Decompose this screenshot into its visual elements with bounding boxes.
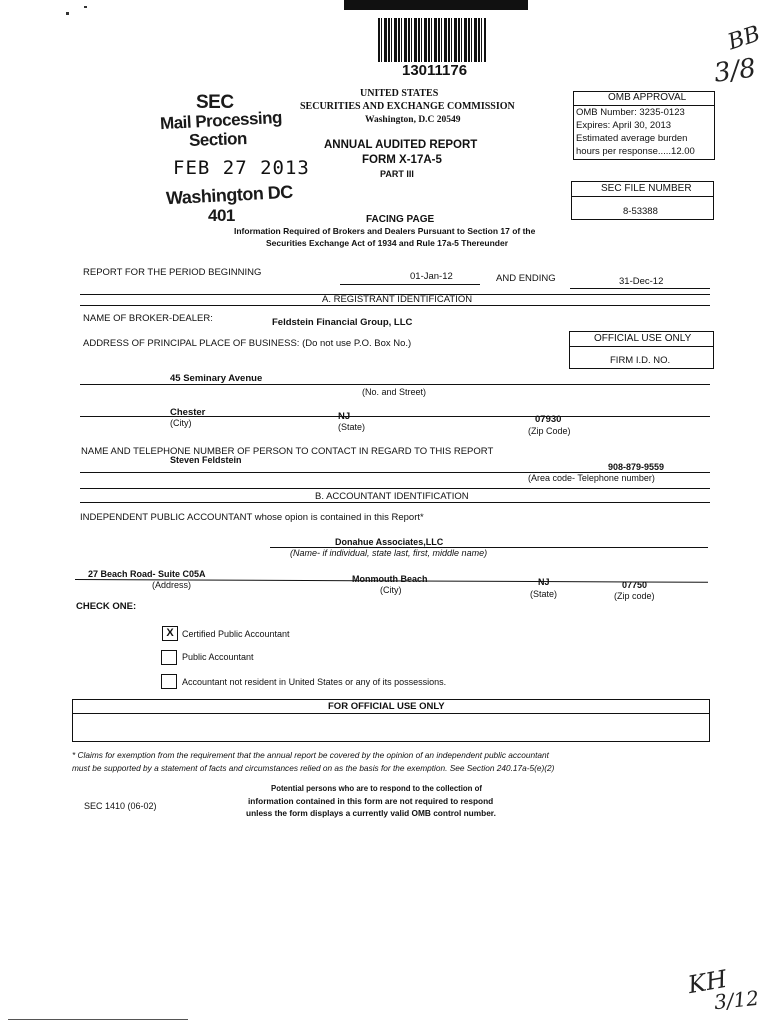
scan-dot	[84, 6, 87, 8]
omb-title: OMB APPROVAL	[608, 92, 687, 103]
stamp-washington: Washington DC	[165, 181, 294, 209]
form-id: SEC 1410 (06-02)	[84, 801, 157, 811]
footnote-line1: * Claims for exemption from the requirement that the annual report be covered by the opinion of an independent public accountant	[72, 750, 549, 760]
scan-mark	[344, 0, 528, 10]
contact-phone: 908-879-9559	[608, 462, 665, 472]
accountant-address-caption: (Address)	[152, 580, 192, 590]
street-caption: (No. and Street)	[362, 387, 427, 397]
facing-line2: Securities Exchange Act of 1934 and Rule 17a-5 Thereunder	[266, 238, 509, 248]
header-line1: UNITED STATES	[360, 88, 439, 99]
handwritten-bottom-date: 3/12	[712, 985, 761, 1015]
omb-number: OMB Number: 3235-0123	[576, 107, 685, 118]
omb-expires: Expires: April 30, 2013	[576, 120, 672, 131]
report-title: ANNUAL AUDITED REPORT	[324, 139, 478, 151]
period-end: 31-Dec-12	[619, 276, 664, 287]
accountant-zip-caption: (Zip code)	[614, 591, 655, 601]
public-accountant-checkbox[interactable]	[161, 650, 177, 665]
omb-burden: Estimated average burden	[576, 133, 688, 144]
sec-file-value: 8-53388	[623, 206, 658, 217]
stamp-section: Section	[188, 128, 248, 151]
street-value: 45 Seminary Avenue	[170, 373, 263, 384]
accountant-state-caption: (State)	[530, 589, 558, 599]
stamp-sec: SEC	[196, 92, 234, 113]
zip-value: 07930	[535, 414, 562, 425]
scan-dot	[66, 12, 69, 15]
stamp-mail-processing: Mail Processing	[159, 107, 283, 134]
accountant-zip-value: 07750	[622, 580, 648, 590]
stamp-number: 401	[208, 206, 235, 225]
period-begin: 01-Jan-12	[410, 271, 453, 282]
accountant-name-caption: (Name- if individual, state last, first, middle name)	[290, 548, 488, 558]
city-caption: (City)	[170, 418, 192, 428]
accountant-label: INDEPENDENT PUBLIC ACCOUNTANT whose opion is contained in this Report*	[80, 512, 424, 523]
broker-value: Feldstein Financial Group, LLC	[272, 317, 413, 328]
certified-public-accountant-checkbox[interactable]: X	[162, 626, 178, 641]
sec-file-title: SEC FILE NUMBER	[601, 183, 692, 194]
official-use-only-label: OFFICIAL USE ONLY	[594, 333, 692, 344]
period-and-ending: AND ENDING	[496, 273, 556, 284]
footnote-line2: must be supported by a statement of facts and circumstances relied on as the basis for the exemption. See Section 240.17a-5(e)(2)	[72, 763, 555, 773]
nonresident-accountant-checkbox[interactable]	[161, 674, 177, 689]
omb-approval-box	[573, 91, 715, 160]
accountant-city-value: Monmouth Beach	[352, 574, 428, 584]
for-official-use-box	[72, 699, 710, 742]
zip-caption: (Zip Code)	[528, 426, 571, 436]
handwritten-bottom-initials: KH	[685, 964, 729, 1000]
public-accountant-label: Public Accountant	[182, 652, 254, 662]
bottom-scan-line	[8, 1019, 188, 1020]
handwritten-date: 3/8	[712, 53, 758, 89]
for-official-use-label: FOR OFFICIAL USE ONLY	[328, 701, 445, 712]
state-value: NJ	[338, 411, 351, 422]
section-b-title: B. ACCOUNTANT IDENTIFICATION	[315, 491, 469, 502]
nonresident-accountant-label: Accountant not resident in United States or any of its possessions.	[182, 677, 447, 687]
certified-public-accountant-label: Certified Public Accountant	[182, 629, 290, 639]
address-label: ADDRESS OF PRINCIPAL PLACE OF BUSINESS: (Do not use P.O. Box No.)	[83, 338, 412, 349]
form-number: FORM X-17A-5	[362, 154, 442, 166]
section-a-title: A. REGISTRANT IDENTIFICATION	[322, 294, 473, 305]
stamp-date: FEB 27 2013	[173, 157, 310, 179]
header-line3: Washington, D.C 20549	[365, 115, 461, 125]
city-value: Chester	[170, 407, 206, 418]
facing-title: FACING PAGE	[366, 214, 435, 225]
accountant-address-value: 27 Beach Road- Suite C05A	[88, 569, 206, 579]
accountant-state-value: NJ	[538, 577, 550, 587]
check-one-label: CHECK ONE:	[76, 601, 137, 612]
contact-name: Steven Feldstein	[170, 455, 242, 465]
barcode	[378, 18, 486, 62]
broker-label: NAME OF BROKER-DEALER:	[83, 313, 213, 324]
contact-label: NAME AND TELEPHONE NUMBER OF PERSON TO CONTACT IN REGARD TO THIS REPORT	[81, 446, 494, 457]
sec-file-number-box	[571, 181, 714, 220]
barcode-number: 13011176	[402, 62, 468, 79]
official-use-only-box	[569, 331, 714, 369]
period-label: REPORT FOR THE PERIOD BEGINNING	[83, 267, 262, 278]
header-line2: SECURITIES AND EXCHANGE COMMISSION	[300, 101, 515, 112]
omb-hours: hours per response.....12.00	[576, 146, 695, 157]
accountant-city-caption: (City)	[380, 585, 402, 595]
phone-caption: (Area code- Telephone number)	[528, 473, 655, 483]
handwritten-initials: BB	[724, 21, 764, 56]
form-part: PART III	[380, 169, 414, 179]
facing-line1: Information Required of Brokers and Dealers Pursuant to Section 17 of the	[234, 226, 536, 236]
state-caption: (State)	[338, 422, 366, 432]
notice-line2: information contained in this form are not required to respond	[248, 796, 494, 806]
notice-line1: Potential persons who are to respond to the collection of	[271, 784, 482, 793]
firm-id-label: FIRM I.D. NO.	[610, 355, 671, 366]
notice-line3: unless the form displays a currently valid OMB control number.	[246, 808, 496, 818]
accountant-value: Donahue Associates,LLC	[335, 537, 444, 547]
